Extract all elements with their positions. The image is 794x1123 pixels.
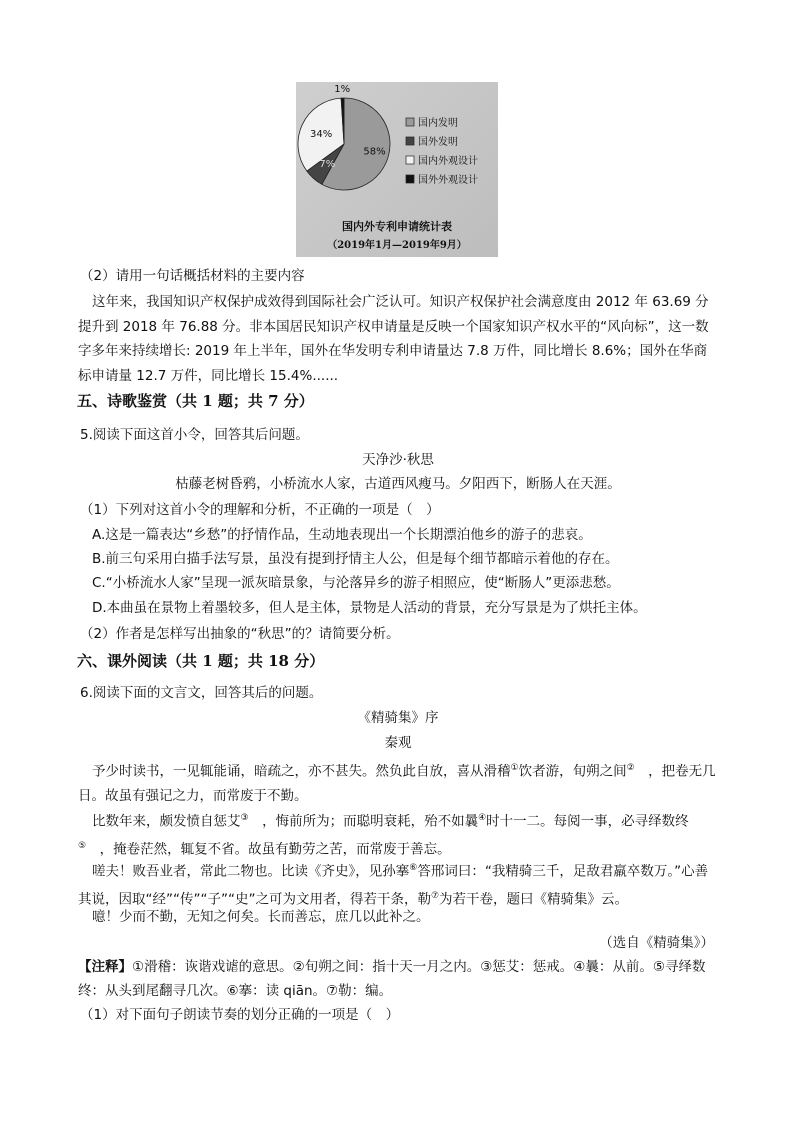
- legend-swatch-3: [406, 156, 414, 164]
- legend-label-2: 国外发明: [418, 137, 458, 148]
- legend-swatch-2: [406, 137, 414, 145]
- q2-prompt: （2）请用一句话概括材料的主要内容: [80, 268, 305, 284]
- chart-subtitle: （2019年1月—2019年9月）: [327, 240, 467, 251]
- essay-paragraph-4: 噫！少而不勤，无知之何矣。长而善忘，庶几以此补之。: [92, 909, 430, 925]
- essay-paragraph-1: 予少时读书，一见辄能诵，暗疏之，亦不甚失。然负此自放，喜从滑稽①饮者游，旬朔之间② ，把卷无几日。故虽有强记之力，而常废于不勤。: [78, 763, 716, 805]
- patent-chart-figure: [296, 82, 498, 257]
- legend-label-3: 国内外观设计: [418, 156, 478, 167]
- essay-title: 《精骑集》序: [357, 710, 439, 726]
- section5-q1: （1）下列对这首小令的理解和分析，不正确的一项是（ ）: [80, 502, 440, 518]
- legend-swatch-4: [406, 175, 414, 183]
- section5-prompt: 5.阅读下面这首小令，回答其后问题。: [80, 427, 309, 443]
- option-b: B.前三句采用白描手法写景，虽没有提到抒情主人公，但是每个细节都暗示着他的存在。: [92, 551, 619, 567]
- essay-paragraph-3: 嗟夫！败吾业者，常此二物也。比读《齐史》，见孙搴⑥答邢词曰：“我精骑三千，足敌君羸卒数万。”心善其说，因取“经”“传”“子”“史”之可为文用者，得若干条，勒⑦为若干卷，题曰《精骑集》云。: [78, 863, 709, 908]
- section6-heading: 六、课外阅读（共 1 题；共 18 分）: [77, 652, 325, 670]
- section5-heading: 五、诗歌鉴赏（共 1 题；共 7 分）: [77, 392, 314, 410]
- option-c: C.“小桥流水人家”呈现一派灰暗景象，与沦落异乡的游子相照应，使“断肠人”更添悲愁。: [92, 575, 620, 591]
- pie-value-label-3: 34%: [309, 129, 333, 141]
- essay-author: 秦观: [384, 735, 412, 751]
- pie-value-label-4: 1%: [334, 84, 351, 96]
- section6-q1: （1）对下面句子朗读节奏的划分正确的一项是（ ）: [80, 1007, 400, 1023]
- pie-value-label-2: 7%: [319, 158, 336, 170]
- option-d: D.本曲虽在景物上着墨较多，但人是主体，景物是人活动的背景，充分写景是为了烘托主体。: [92, 600, 647, 616]
- section6-prompt: 6.阅读下面的文言文，回答其后的问题。: [80, 685, 323, 701]
- patent-pie-chart: [296, 82, 498, 257]
- material-paragraph: 这年来，我国知识产权保护成效得到国际社会广泛认可。知识产权保护社会满意度由 2012 年 63.69 分提升到 2018 年 76.88 分。非本国居民知识产权申请量是反映一个国家知识产权水平的“风向标”，这一数字多年来持续增长: 2019 年上半年，国外在华发明专利申请量达 7.8 万件，同比增长 8.6%；国外在华商标申请量 12.7 万件，同比增长 15.4%......: [78, 294, 709, 384]
- annotation-notes: 【注释】①滑稽：诙谐戏谑的意思。②旬朔之间：指十天一月之内。③惩艾：惩戒。④曩：从前。⑤寻绎数终：从头到尾翻寻几次。⑥搴：读 qiān。⑦勒：编。: [78, 959, 706, 999]
- section5-q2: （2）作者是怎样写出抽象的“秋思”的？请简要分析。: [80, 626, 400, 642]
- legend-label-1: 国内发明: [418, 118, 458, 129]
- poem-body: 枯藤老树昏鸦，小桥流水人家，古道西风瘦马。夕阳西下，断肠人在天涯。: [175, 476, 621, 492]
- essay-source: （选自《精骑集》）: [599, 935, 714, 951]
- essay-paragraph-2: 比数年来，颇发愤自惩艾③ ，悔前所为；而聪明衰耗，殆不如曩④时十一二。每阅一事，必寻绎数终⑤ ，掩卷茫然，辄复不省。故虽有勤劳之苦，而常废于善忘。: [78, 813, 689, 858]
- option-a: A.这是一篇表达“乡愁”的抒情作品，生动地表现出一个长期漂泊他乡的游子的悲哀。: [92, 527, 592, 543]
- chart-title: 国内外专利申请统计表: [342, 220, 452, 233]
- legend-swatch-1: [406, 118, 414, 126]
- pie-value-label-1: 58%: [363, 146, 386, 158]
- legend-label-4: 国外外观设计: [418, 175, 478, 186]
- poem-title: 天净沙·秋思: [362, 452, 434, 468]
